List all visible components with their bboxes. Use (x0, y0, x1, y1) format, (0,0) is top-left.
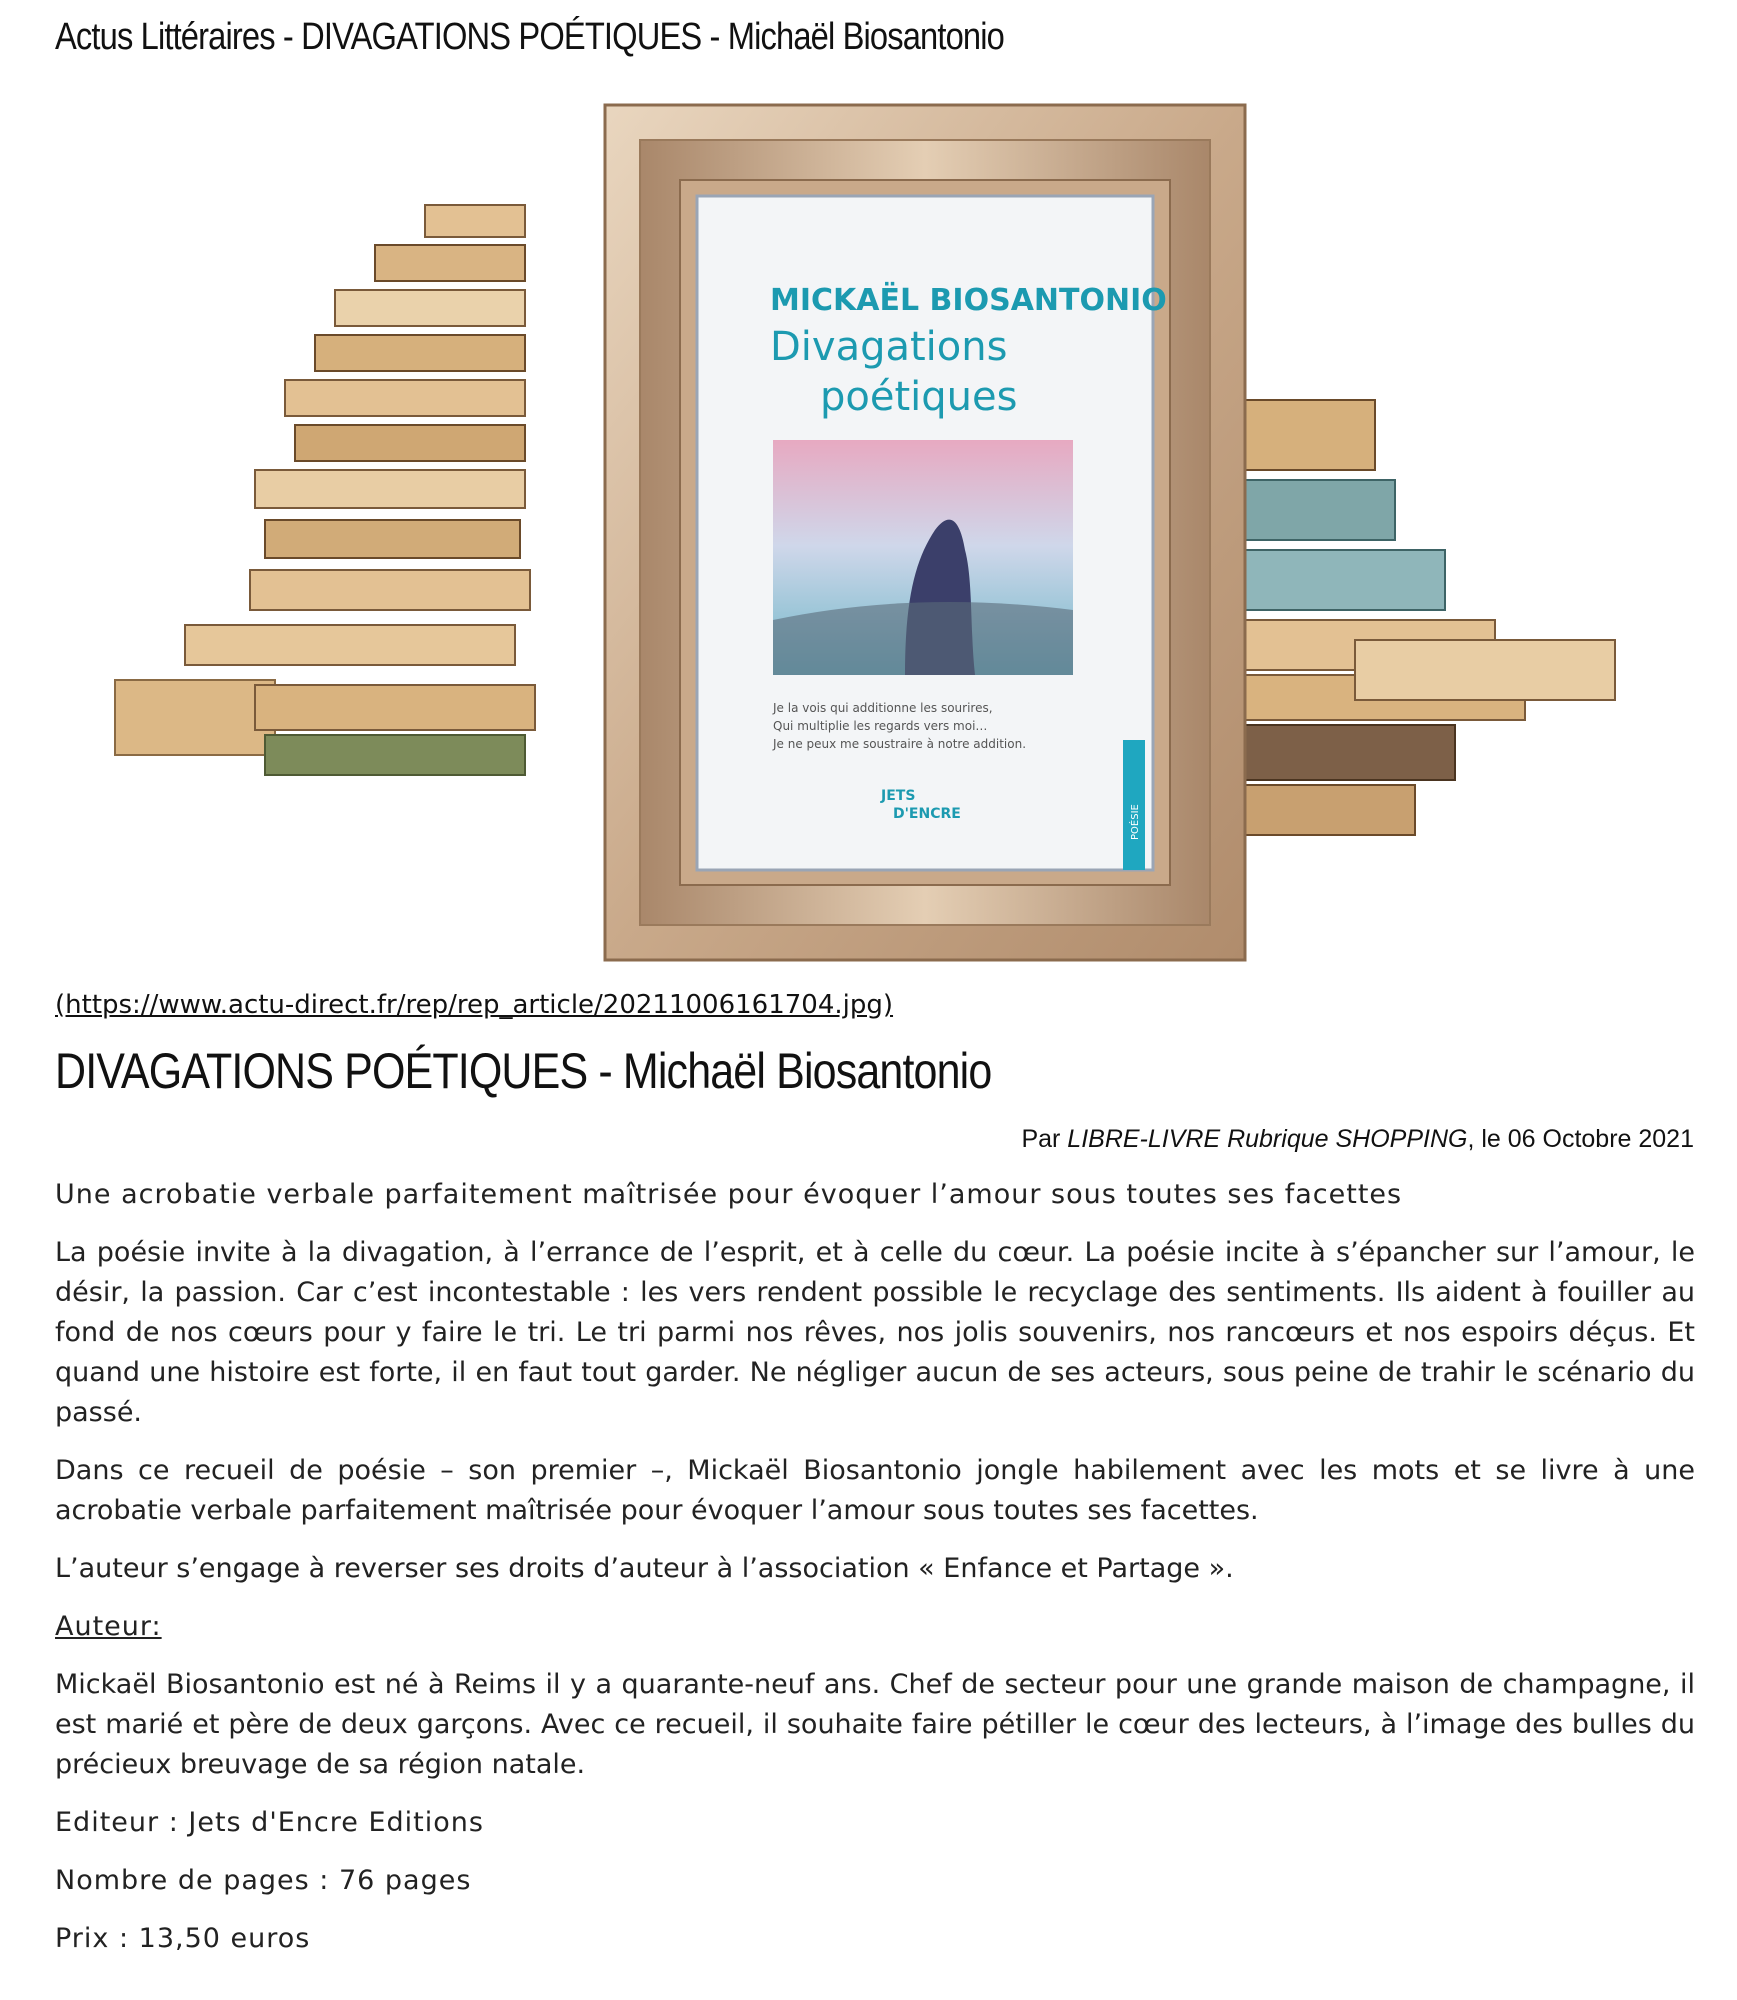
left-book-stack (115, 205, 535, 775)
cover-title-line2: poétiques (820, 374, 1018, 420)
cover-quote-1: Je la vois qui additionne les sourires, (773, 701, 993, 715)
article-title: DIVAGATIONS POÉTIQUES - Michaël Biosantonio (55, 1043, 992, 1099)
author-bio: Mickaël Biosantonio est né à Reims il y a quarante-neuf ans. Chef de secteur pour une grande maison de champagne, il est marié et père de deux garçons. Avec ce recueil, il souhaite faire pétiller le cœur des lecteurs, à l’image des bulles du précieux breuvage de sa région natale. (55, 1669, 1695, 1780)
cover-quote-2: Qui multiplie les regards vers moi… (773, 719, 988, 733)
article-image[interactable] (55, 100, 1695, 980)
page-count: Nombre de pages : 76 pages (55, 1865, 472, 1896)
article-lead: Une acrobatie verbale parfaitement maîtrisée pour évoquer l’amour sous toutes ses facettes (55, 1179, 1403, 1210)
cover-publisher-2: D'ENCRE (893, 806, 961, 822)
byline-prefix: Par (1021, 1125, 1068, 1153)
cover-author: MICKAËL BIOSANTONIO (770, 283, 1167, 318)
page-header-title: Actus Littéraires - DIVAGATIONS POÉTIQUES - Michaël Biosantonio (55, 16, 1004, 58)
article-paragraph-1: La poésie invite à la divagation, à l’errance de l’esprit, et à celle du cœur. La poésie incite à s’épancher sur l’amour, le désir, la passion. Car c’est incontestable : les vers rendent possible le recyclage des sentiments. Ils aident à fouiller au fond de nos cœurs pour y faire le tri. Le tri parmi nos rêves, nos jolis souvenirs, nos rancœurs et nos espoirs déçus. Et quand une histoire est forte, il en faut tout garder. Ne négliger aucun de ses acteurs, sous peine de trahir le scénario du passé. (55, 1237, 1695, 1428)
right-book-stack (1235, 400, 1615, 835)
byline (1021, 1125, 1694, 1154)
publisher-info: Editeur : Jets d'Encre Editions (55, 1807, 484, 1838)
cover-quote-3: Je ne peux me soustraire à notre addition. (773, 737, 1027, 751)
byline-author: LIBRE-LIVRE Rubrique SHOPPING (1067, 1125, 1468, 1153)
author-heading: Auteur: (55, 1611, 162, 1642)
article-paragraph-2: Dans ce recueil de poésie – son premier –, Mickaël Biosantonio jongle habilement avec les mots et se livre à une acrobatie verbale parfaitement maîtrisée pour évoquer l’amour sous toutes ses facettes. (55, 1455, 1695, 1526)
image-source-link[interactable]: (https://www.actu-direct.fr/rep/rep_article/20211006161704.jpg) (55, 990, 894, 1020)
byline-date: , le 06 Octobre 2021 (1467, 1125, 1694, 1153)
cover-spine-label: POÉSIE (1130, 804, 1141, 840)
cover-publisher-1: JETS (881, 788, 916, 804)
price: Prix : 13,50 euros (55, 1923, 311, 1954)
cover-title-line1: Divagations (770, 324, 1008, 370)
article-body (55, 1175, 1695, 1977)
article-paragraph-3: L’auteur s’engage à reverser ses droits d’auteur à l’association « Enfance et Partage ». (55, 1553, 1234, 1584)
book-cover-illustration (55, 100, 1695, 980)
